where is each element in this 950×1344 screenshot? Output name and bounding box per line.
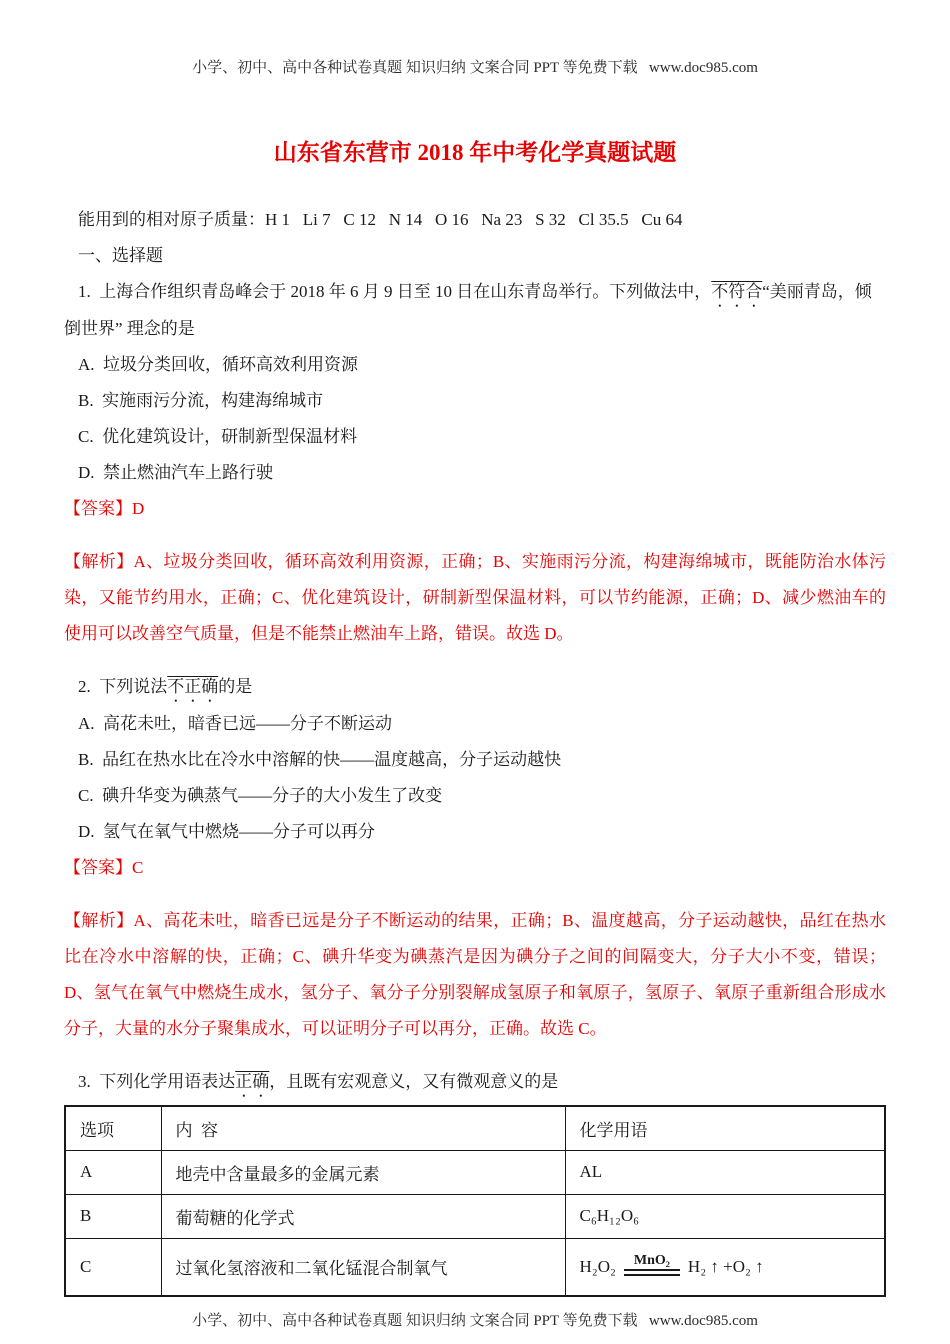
q3-row-a-term: AL xyxy=(565,1150,885,1194)
q1-stem-pre: 1. 上海合作组织青岛峰会于 2018 年 6 月 9 日至 10 日在山东青岛举行。下列做法中， xyxy=(78,282,712,301)
q3-row-c-content: 过氧化氢溶液和二氧化锰混合制氧气 xyxy=(161,1238,565,1296)
header-site-line: 小学、初中、高中各种试卷真题 知识归纳 文案合同 PPT 等免费下载 www.doc985.com xyxy=(192,60,758,76)
q1-analysis-label: 【解析】 xyxy=(64,552,134,571)
question-3-stem xyxy=(64,1064,886,1101)
q3-row-b-option: B xyxy=(65,1194,161,1238)
equation-condition xyxy=(624,1253,680,1276)
q2-option-c: C. 碘升华变为碘蒸气——分子的大小发生了改变 xyxy=(78,786,443,805)
equation-double-line xyxy=(624,1269,680,1276)
q3-row-c-term xyxy=(565,1238,885,1296)
q1-answer-label: 【答案】 xyxy=(64,499,132,518)
q2-option-b: B. 品红在热水比在冷水中溶解的快——温度越高，分子运动越快 xyxy=(78,750,562,769)
footer-site-line: 小学、初中、高中各种试卷真题 知识归纳 文案合同 PPT 等免费下载 www.doc985.com xyxy=(192,1313,758,1329)
q1-option-c: C. 优化建筑设计，研制新型保温材料 xyxy=(78,427,358,446)
q2-emphasis-text: 不正确 xyxy=(167,677,219,696)
q1-emphasis-text: 不符合 xyxy=(711,282,763,301)
q2-option-d: D. 氢气在氧气中燃烧——分子可以再分 xyxy=(78,822,376,841)
q2-answer-label: 【答案】 xyxy=(64,858,132,877)
q3-stem-pre: 3. 下列化学用语表达 xyxy=(78,1072,236,1091)
q2-analysis-text: A、高花未吐，暗香已远是分子不断运动的结果，正确；B、温度越高，分子运动越快，品红在热水比在冷水中溶解的快，正确；C、碘升华变为碘蒸汽是因为碘分子之间的间隔变大，分子大小不变，错误；D、氢气在氧气中燃烧生成水，氢分子、氧分子分别裂解成氢原子和氧原子，氢原子、氧原子重新组合形成水分子，大量的水分子聚集成水，可以证明分子可以再分，正确。故选 C。 xyxy=(64,911,887,1038)
q1-stem-post: “美丽青岛，倾倒世界” 理念的是 xyxy=(64,282,872,338)
q3-table xyxy=(64,1105,886,1297)
q3-stem-post: ，且既有宏观意义，又有微观意义的是 xyxy=(269,1072,559,1091)
q3-row-b-content: 葡萄糖的化学式 xyxy=(161,1194,565,1238)
q1-answer xyxy=(64,491,886,527)
q3-row-a-option: A xyxy=(65,1150,161,1194)
q2-stem-pre: 2. 下列说法 xyxy=(78,677,168,696)
q3-header-option: 选项 xyxy=(65,1106,161,1150)
q3-table-header-row xyxy=(65,1106,885,1150)
q3-header-content: 内 容 xyxy=(161,1106,565,1150)
q3-emphasis-text: 正确 xyxy=(235,1072,270,1091)
q3-row-a-content: 地壳中含量最多的金属元素 xyxy=(161,1150,565,1194)
page-title: 山东省东营市 2018 年中考化学真题试题 xyxy=(273,140,677,165)
q1-option-a: A. 垃圾分类回收，循环高效利用资源 xyxy=(78,355,359,374)
q2-answer xyxy=(64,850,886,886)
q3-row-c-option: C xyxy=(65,1238,161,1296)
q1-analysis xyxy=(64,544,886,652)
equation-products: H₂ ↑ +O₂ ↑ xyxy=(687,1256,764,1276)
q2-answer-value: C xyxy=(132,858,144,877)
q1-option-d: D. 禁止燃油汽车上路行驶 xyxy=(78,463,274,482)
q1-option-b: B. 实施雨污分流，构建海绵城市 xyxy=(78,391,324,410)
q3-row-b-term: C₆H₁₂O₆ xyxy=(565,1194,885,1238)
question-1-stem xyxy=(64,274,886,347)
table-row-b xyxy=(65,1194,885,1238)
q1-answer-value: D xyxy=(132,499,145,518)
q3-header-term: 化学用语 xyxy=(565,1106,885,1150)
q1-analysis-text: A、垃圾分类回收，循环高效利用资源，正确；B、实施雨污分流，构建海绵城市，既能防治水体污染，又能节约用水，正确；C、优化建筑设计，研制新型保温材料，可以节约能源，正确；D、减少燃油车的使用可以改善空气质量，但是不能禁止燃油车上路，错误。故选 D。 xyxy=(64,552,887,643)
q2-stem-post: 的是 xyxy=(218,677,253,696)
table-row-a xyxy=(65,1150,885,1194)
section-heading: 一、选择题 xyxy=(78,246,163,265)
chemical-equation xyxy=(580,1255,885,1278)
atomic-mass-line: 能用到的相对原子质量：H 1 Li 7 C 12 N 14 O 16 Na 23 S 32 Cl 35.5 Cu 64 xyxy=(78,210,683,229)
question-2-stem xyxy=(64,669,886,706)
q2-option-a: A. 高花未吐，暗香已远——分子不断运动 xyxy=(78,714,393,733)
q2-analysis-label: 【解析】 xyxy=(64,911,134,930)
q2-analysis xyxy=(64,903,886,1047)
table-row-c xyxy=(65,1238,885,1296)
equation-reactant: H₂O₂ xyxy=(579,1256,616,1276)
document-body xyxy=(64,202,886,1297)
equation-catalyst-label: MnO₂ xyxy=(633,1253,670,1269)
